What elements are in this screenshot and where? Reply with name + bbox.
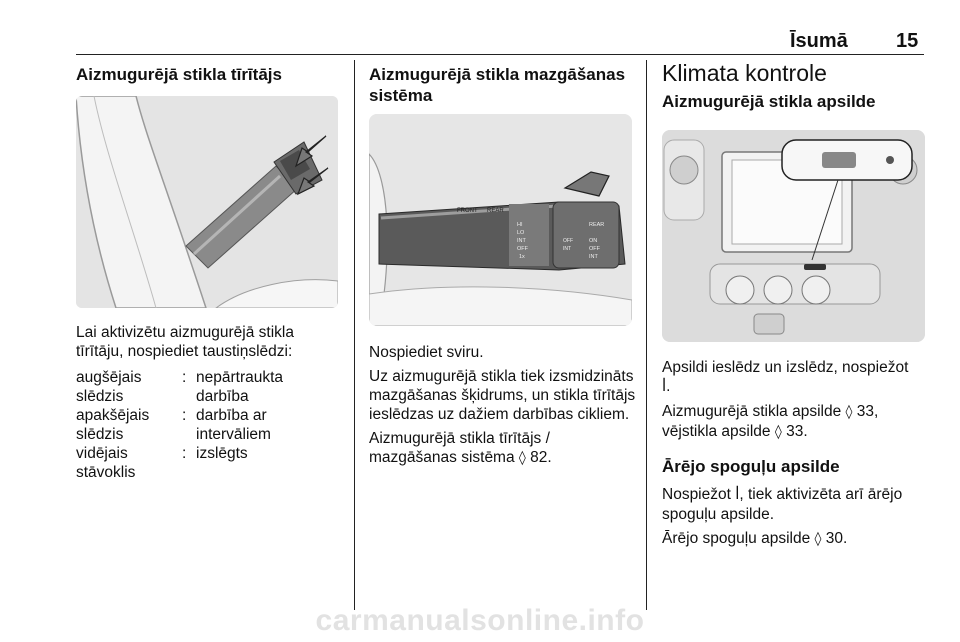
- mirror-heating-heading: Ārējo spoguļu apsilde: [662, 457, 840, 476]
- rear-window-heating-heading: Aizmugurējā stikla apsilde: [662, 92, 876, 111]
- windscreen-heating-page-link[interactable]: 33.: [786, 423, 808, 440]
- watermark: carmanualsonline.info: [315, 604, 645, 637]
- label-int-mid: INT: [563, 246, 572, 252]
- position-description: darbība ar intervāliem: [196, 407, 271, 443]
- position-separator: :: [182, 407, 187, 424]
- table-row: [76, 406, 316, 444]
- rear-washer-stalk-illustration: [369, 114, 632, 326]
- rear-wiper-stalk-figure: [76, 96, 338, 308]
- washer-description: Uz aizmugurējā stikla tiek izsmidzināts mazgāšanas šķidrums, un stikla tīrītājs ieslēdzas uz dažiem darbības cikliem.: [369, 368, 636, 423]
- page-ref-icon: ◊: [814, 531, 822, 547]
- rear-heating-page-link[interactable]: 33,: [856, 403, 879, 420]
- rear-washer-stalk-figure: [369, 114, 632, 326]
- position-separator: :: [182, 445, 187, 462]
- rear-wiper-intro: Lai aktivizētu aizmugurējā stikla tīrītāju, nospiediet taustiņslēdzi:: [76, 324, 294, 360]
- label-int: INT: [517, 238, 526, 244]
- table-row: [76, 444, 316, 482]
- position-description: izslēgts: [196, 445, 248, 462]
- label-lo: LO: [517, 230, 525, 236]
- position-description: nepārtraukta darbība: [196, 369, 284, 405]
- page-ref-icon: ◊: [845, 404, 853, 420]
- label-1x: 1x: [519, 254, 525, 260]
- rear-wiper-stalk-illustration: [76, 96, 338, 308]
- column-2: [369, 64, 634, 106]
- label-off-mid: OFF: [563, 238, 573, 244]
- column-3-body: [662, 358, 932, 549]
- climate-control-title: Klimata kontrole: [662, 60, 827, 86]
- label-int-tip: INT: [589, 254, 598, 260]
- washer-crossref-page[interactable]: 82.: [530, 449, 552, 466]
- defrost-icon: ꟾ: [735, 487, 740, 503]
- switch-positions-table: [76, 368, 316, 482]
- page-ref-icon: ◊: [518, 450, 526, 466]
- washer-step: Nospiediet sviru.: [369, 344, 484, 361]
- position-term: apakšējais slēdzis: [76, 407, 150, 443]
- label-off-tip: OFF: [589, 246, 600, 252]
- label-front: FRONT: [457, 208, 478, 214]
- column-1-body: [76, 323, 341, 482]
- label-on: ON: [589, 238, 598, 244]
- column-divider-1: [354, 60, 355, 610]
- section-title: Īsumā: [790, 30, 848, 52]
- heating-toggle-text: Apsildi ieslēdz un izslēdz, nospiežot ꟾ.: [662, 359, 909, 395]
- column-1: [76, 64, 341, 85]
- column-2-body: [369, 343, 641, 468]
- heating-crossrefs: Aizmugurējā stikla apsilde ◊ 33, vējstikla apsilde ◊ 33.: [662, 403, 879, 440]
- mirror-heating-page-link[interactable]: 30.: [825, 530, 848, 547]
- position-separator: :: [182, 369, 187, 386]
- column-3: [662, 60, 932, 112]
- label-rear: REAR: [487, 208, 504, 214]
- defrost-icon: ꟾ: [662, 379, 667, 395]
- page-number: 15: [896, 30, 919, 52]
- washer-crossref: Aizmugurējā stikla tīrītājs / mazgāšanas sistēma ◊ 82.: [369, 430, 552, 466]
- position-term: augšējais slēdzis: [76, 369, 142, 405]
- page-ref-icon: ◊: [774, 424, 782, 440]
- rear-wiper-heading: Aizmugurējā stikla tīrītājs: [76, 65, 282, 84]
- mirror-heating-crossref: Ārējo spoguļu apsilde ◊ 30.: [662, 530, 848, 547]
- header-rule: [76, 54, 924, 55]
- column-divider-2: [646, 60, 647, 610]
- label-off: OFF: [517, 246, 528, 252]
- climate-panel-illustration: [662, 130, 925, 342]
- position-term: vidējais stāvoklis: [76, 445, 136, 481]
- mirror-heating-text: Nospiežot ꟾ, tiek aktivizēta arī ārējo spoguļu apsilde.: [662, 486, 903, 523]
- table-row: [76, 368, 316, 406]
- climate-panel-figure: [662, 130, 925, 342]
- label-hi: HI: [517, 222, 523, 228]
- rear-washer-heading: Aizmugurējā stikla mazgāšanas sistēma: [369, 65, 626, 105]
- label-rear-tip: REAR: [589, 222, 605, 228]
